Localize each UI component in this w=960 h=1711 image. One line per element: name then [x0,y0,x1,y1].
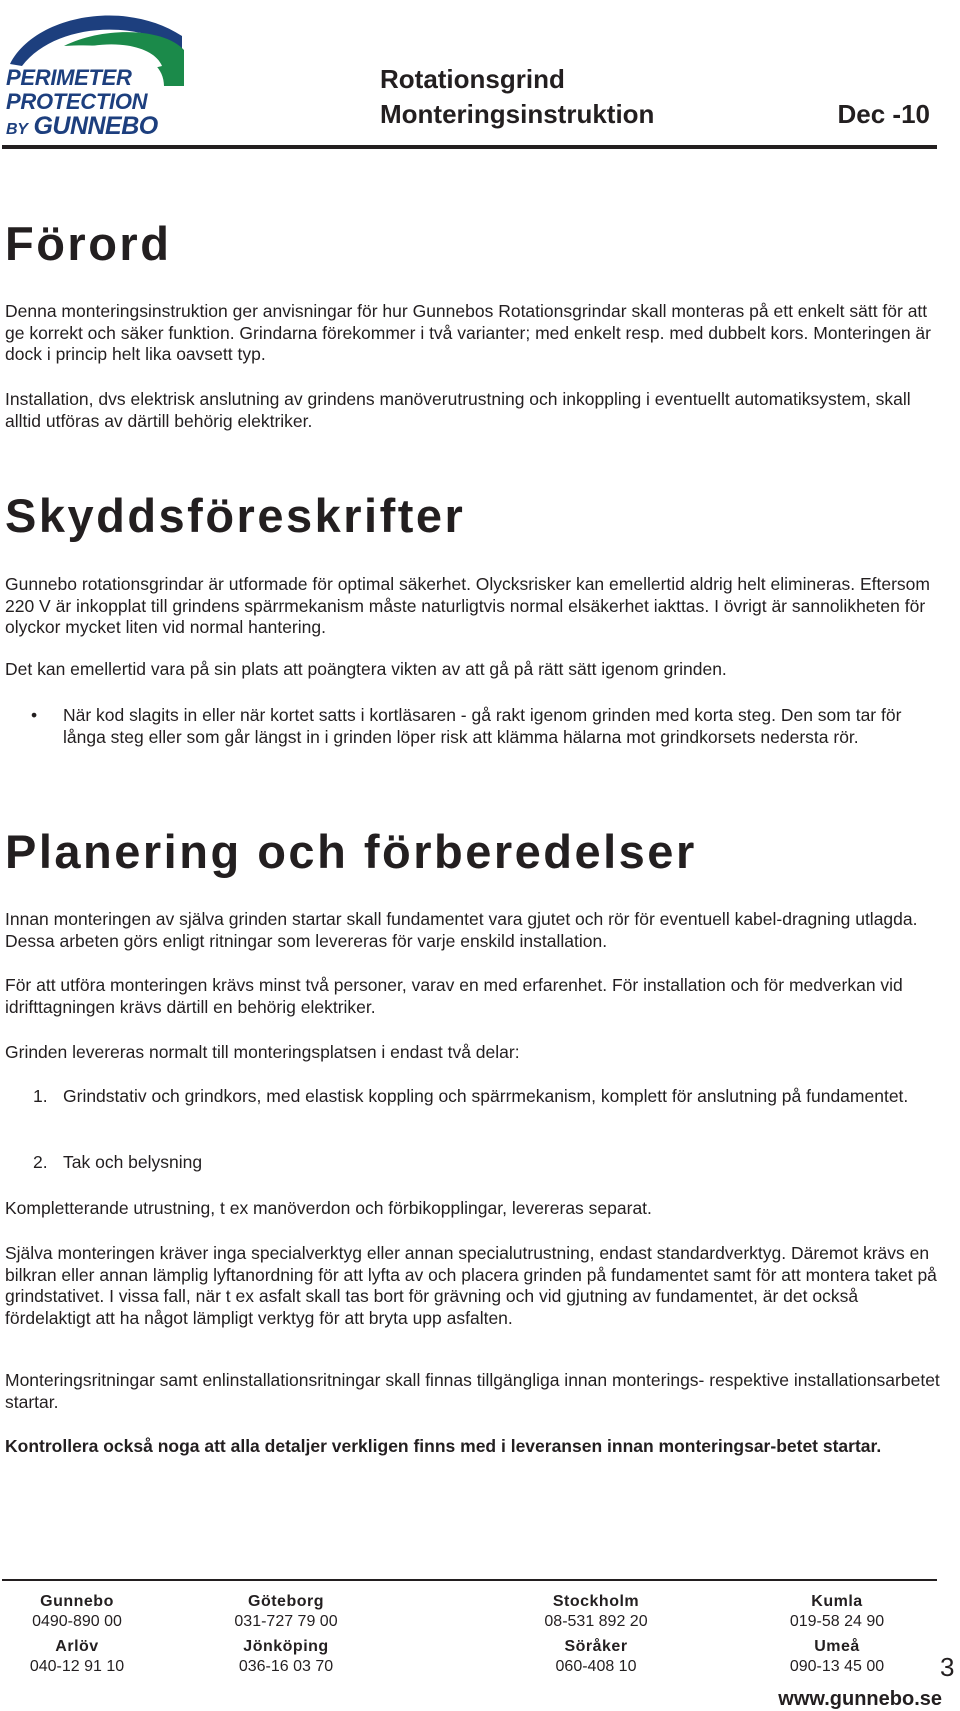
planering-paragraph-1: Innan monteringen av själva grinden startar skall fundamentet vara gjutet och rör för eventuell kabel-dragning utlagda. Dessa arbeten görs enligt ritningar som levereras för varje enskild installation. [5,909,918,951]
office-kumla [737,1592,937,1632]
office-phone: 0490-890 00 [32,1613,122,1630]
list-number: 2. [33,1152,48,1172]
list-number: 1. [33,1086,48,1106]
office-arlov [0,1637,177,1677]
forord-paragraph-2: Installation, dvs elektrisk anslutning av grindens manöverutrustning och inkoppling i eventuellt automatiksystem, skall alltid utföras av därtill behörig elektriker. [5,389,911,431]
office-city: Göteborg [248,1593,324,1610]
forord-paragraph-1: Denna monteringsinstruktion ger anvisningar för hur Gunnebos Rotationsgrindar skall monteras på ett enkelt sätt för att ge korrekt och säker funktion. Grindarna förekommer i två varianter; med enkelt resp. med dubbelt kors. Monteringen är dock i princip helt lika oavsett typ. [5,301,931,365]
planering-paragraph-6: Monteringsritningar samt enlinstallationsritningar skall finnas tillgängliga innan monterings- respektive installationsarbetet startar. [5,1370,940,1412]
planering-paragraph-2: För att utföra monteringen krävs minst två personer, varav en med erfarenhet. För installation och för medverkan vid idrifttagningen krävs därtill en behörig elektriker. [5,975,903,1017]
logo-line2: PROTECTION [6,89,148,114]
company-logo [4,6,184,138]
office-soraker [496,1637,696,1677]
list-text: Tak och belysning [63,1152,203,1172]
logo-gunnebo: GUNNEBO [33,112,158,140]
bullet-mark: • [31,705,38,725]
heading-forord: Förord [5,217,172,270]
page-number: 3 [940,1652,955,1682]
logo-by: BY [6,121,28,138]
planering-paragraph-3: Grinden levereras normalt till monteringsplatsen i endast två delar: [5,1042,520,1062]
office-jonkoping [186,1637,386,1677]
skydd-paragraph-1: Gunnebo rotationsgrindar är utformade för optimal säkerhet. Olycksrisker kan emellertid aldrig helt elimineras. Eftersom 220 V är inkopplat till grindens spärrmekanism måste naturligtvis normal elsäkerhet iakttas. I övrigt är sannolikheten för olyckor mycket liten vid normal hantering. [5,574,930,638]
title-line2: Monteringsinstruktion [380,99,655,129]
planering-paragraph-7: Kontrollera också noga att alla detaljer verkligen finns med i leveransen innan monteringsar-betet startar. [5,1436,882,1456]
office-phone: 036-16 03 70 [238,1658,334,1675]
office-phone: 019-58 24 90 [789,1613,885,1630]
office-city: Kumla [811,1593,863,1610]
office-stockholm [496,1592,696,1632]
header-divider [2,145,937,149]
office-umea [737,1637,937,1677]
title-line1: Rotationsgrind [380,64,565,94]
office-goteborg [186,1592,386,1632]
logo-wordmark [6,66,158,142]
office-city: Arlöv [55,1638,99,1655]
planering-paragraph-4: Kompletterande utrustning, t ex manöverdon och förbikopplingar, levereras separat. [5,1198,652,1218]
logo-line1: PERIMETER [6,65,132,90]
list-text: Grindstativ och grindkors, med elastisk koppling och spärrmekanism, komplett för anslutning på fundamentet. [63,1086,909,1106]
document-title [380,62,654,132]
planering-paragraph-5: Själva monteringen kräver inga specialverktyg eller annan specialutrustning, endast standardverktyg. Däremot krävs en bilkran eller annan lämplig lyftanordning för att lyfta av och placera grinden på fundamentet samt för att montera taket på grindstativet. I vissa fall, när t ex asfalt skall tas bort för grävning och vid gjutning av fundamentet, är det också fördelaktigt att ha något lämpligt verktyg för att bryta upp asfalten. [5,1243,937,1328]
skydd-paragraph-2: Det kan emellertid vara på sin plats att poängtera vikten av att gå på rätt sätt igenom grinden. [5,659,727,679]
office-city: Stockholm [552,1593,640,1610]
heading-skyddsforeskrifter: Skyddsföreskrifter [5,489,466,542]
office-city: Gunnebo [40,1593,114,1610]
office-city: Umeå [814,1638,860,1655]
heading-planering: Planering och förberedelser [5,825,697,878]
office-phone: 031-727 79 00 [234,1613,338,1630]
office-city: Söråker [564,1638,628,1655]
website-link[interactable]: www.gunnebo.se [778,1688,942,1710]
office-phone: 040-12 91 10 [29,1658,125,1675]
bullet-text: När kod slagits in eller när kortet satts i kortläsaren - gå rakt igenom grinden med korta steg. Den som tar för långa steg eller som går längst in i grinden löper risk att klämma hälarna mot grindkorsets nedersta rör. [63,705,902,747]
office-phone: 060-408 10 [555,1658,637,1675]
document-date: Dec -10 [837,99,930,129]
office-phone: 08-531 892 20 [544,1613,648,1630]
footer-divider [2,1579,937,1581]
office-gunnebo [0,1592,177,1632]
office-city: Jönköping [243,1638,329,1655]
office-phone: 090-13 45 00 [789,1658,885,1675]
